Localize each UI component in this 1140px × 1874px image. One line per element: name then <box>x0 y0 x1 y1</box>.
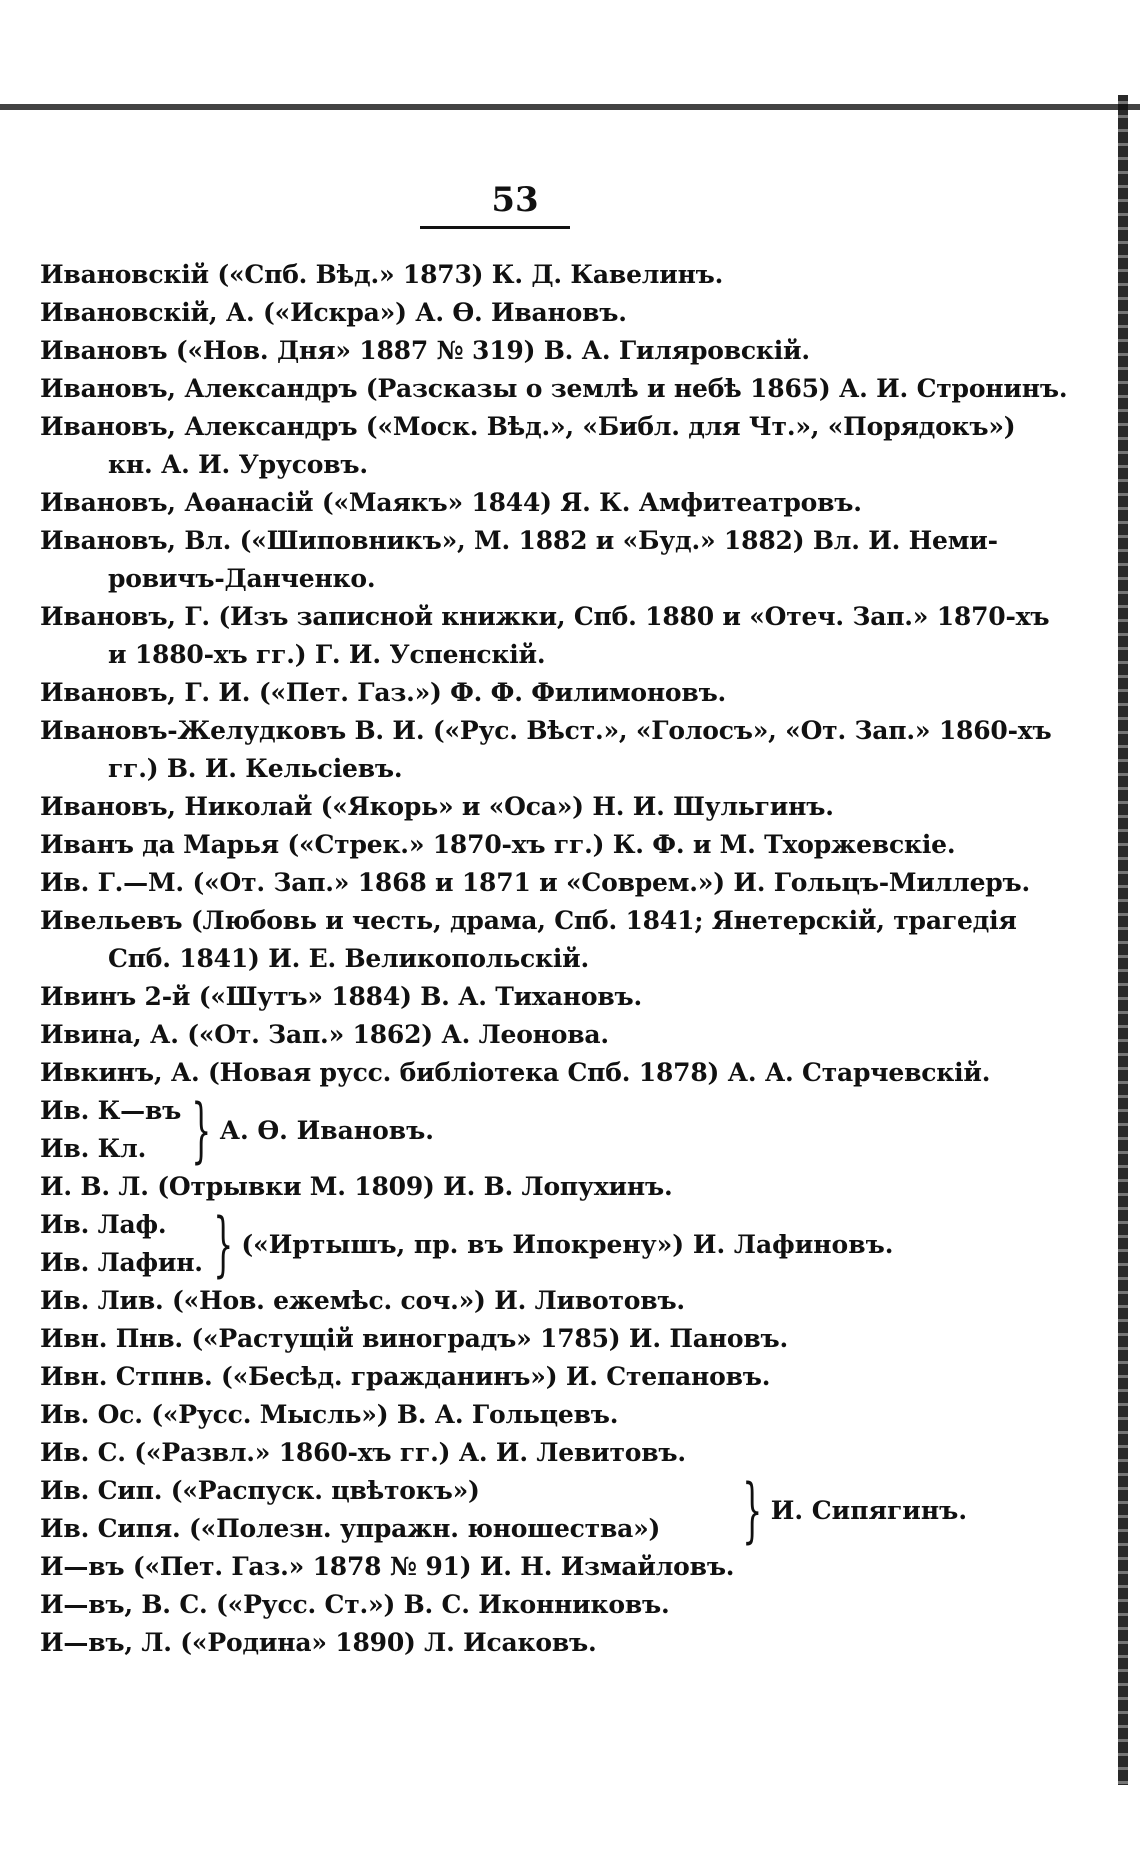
list-item: Ив. Сипя. («Полезн. упражн. юношества») <box>40 1514 661 1543</box>
list-item: Ивельевъ (Любовь и честь, драма, Спб. 1841; Янетерскій, трагедія <box>40 906 1017 935</box>
page-number-underline <box>420 226 570 229</box>
list-item: Иванъ да Марья («Стрек.» 1870-хъ гг.) К. Ф. и М. Тхоржевскіе. <box>40 830 956 859</box>
brace-group-names <box>40 1092 181 1168</box>
list-item: Ив. Г.—М. («От. Зап.» 1868 и 1871 и «Соврем.») И. Гольцъ-Миллеръ. <box>40 868 1031 897</box>
list-item-continuation: гг.) В. И. Кельсіевъ. <box>108 754 403 783</box>
list-item: Ивина, А. («От. Зап.» 1862) А. Леонова. <box>40 1020 609 1049</box>
list-item: И—въ («Пет. Газ.» 1878 № 91) И. Н. Измайловъ. <box>40 1552 735 1581</box>
list-item: Ивкинъ, А. (Новая русс. библіотека Спб. 1878) А. А. Старчевскій. <box>40 1058 991 1087</box>
list-item: И—въ, Л. («Родина» 1890) Л. Исаковъ. <box>40 1628 597 1657</box>
list-item: Ивановскій, А. («Искра») А. Ѳ. Ивановъ. <box>40 298 627 327</box>
list-item: Ив. С. («Развл.» 1860-хъ гг.) А. И. Левитовъ. <box>40 1438 686 1467</box>
brace-group <box>40 1469 1100 1551</box>
list-item: Ив. Лив. («Нов. ежемѣс. соч.») И. Ливотовъ. <box>40 1286 685 1315</box>
list-item: Ив. Сип. («Распуск. цвѣтокъ») <box>40 1476 480 1505</box>
list-item: Ивн. Стпнв. («Бесѣд. гражданинъ») И. Степановъ. <box>40 1362 771 1391</box>
list-item: Ивановскій («Спб. Вѣд.» 1873) К. Д. Кавелинъ. <box>40 260 724 289</box>
list-item-continuation: Спб. 1841) И. Е. Великопольскій. <box>108 944 590 973</box>
list-item: Ив. Кл. <box>40 1134 147 1163</box>
right-margin-rule <box>1118 95 1128 1785</box>
list-item: Ивановъ, Вл. («Шиповникъ», М. 1882 и «Буд.» 1882) Вл. И. Неми- <box>40 526 998 555</box>
brace-group-target: И. Сипягинъ. <box>770 1495 968 1525</box>
list-item: Ивановъ («Нов. Дня» 1887 № 319) В. А. Гиляровскій. <box>40 336 810 365</box>
brace-group-target: А. Ѳ. Ивановъ. <box>219 1115 435 1145</box>
list-item-continuation: ровичъ-Данченко. <box>108 564 376 593</box>
brace-group <box>40 1203 1100 1285</box>
list-item: Ивановъ, Аѳанасій («Маякъ» 1844) Я. К. Амфитеатровъ. <box>40 488 862 517</box>
brace-group <box>40 1089 1100 1171</box>
entries-list <box>40 256 1100 1662</box>
list-item: Ивн. Пнв. («Растущій виноградъ» 1785) И. Пановъ. <box>40 1324 788 1353</box>
list-item: И—въ, В. С. («Русс. Ст.») В. С. Иконниковъ. <box>40 1590 670 1619</box>
brace-group-names <box>40 1206 203 1282</box>
list-item: И. В. Л. (Отрывки М. 1809) И. В. Лопухинъ. <box>40 1172 673 1201</box>
list-item: Ивинъ 2-й («Шутъ» 1884) В. А. Тихановъ. <box>40 982 642 1011</box>
list-item: Ивановъ, Александръ («Моск. Вѣд.», «Библ. для Чт.», «Порядокъ») <box>40 412 1016 441</box>
list-item: Ив. К—въ <box>40 1096 182 1125</box>
curly-brace: } <box>742 1469 763 1551</box>
brace-group-names <box>40 1472 660 1548</box>
curly-brace: } <box>213 1203 234 1285</box>
list-item: Ивановъ, Николай («Якорь» и «Оса») Н. И. Шульгинъ. <box>40 792 834 821</box>
list-item: Ив. Лаф. <box>40 1210 167 1239</box>
top-rule <box>0 104 1140 110</box>
list-item: Ив. Ос. («Русс. Мысль») В. А. Гольцевъ. <box>40 1400 619 1429</box>
list-item-continuation: кн. А. И. Урусовъ. <box>108 450 368 479</box>
page-number: 53 <box>491 180 539 220</box>
curly-brace: } <box>191 1089 212 1171</box>
list-item: Ивановъ, Г. (Изъ записной книжки, Спб. 1880 и «Отеч. Зап.» 1870-хъ <box>40 602 1050 631</box>
list-item: Ив. Лафин. <box>40 1248 203 1277</box>
list-item: Ивановъ, Г. И. («Пет. Газ.») Ф. Ф. Филимоновъ. <box>40 678 727 707</box>
list-item: Ивановъ-Желудковъ В. И. («Рус. Вѣст.», «Голосъ», «От. Зап.» 1860-хъ <box>40 716 1052 745</box>
list-item: Ивановъ, Александръ (Разсказы о землѣ и небѣ 1865) А. И. Стронинъ. <box>40 374 1068 403</box>
list-item-continuation: и 1880-хъ гг.) Г. И. Успенскій. <box>108 640 546 669</box>
brace-group-target: («Иртышъ, пр. въ Ипокрену») И. Лафиновъ. <box>241 1229 894 1259</box>
